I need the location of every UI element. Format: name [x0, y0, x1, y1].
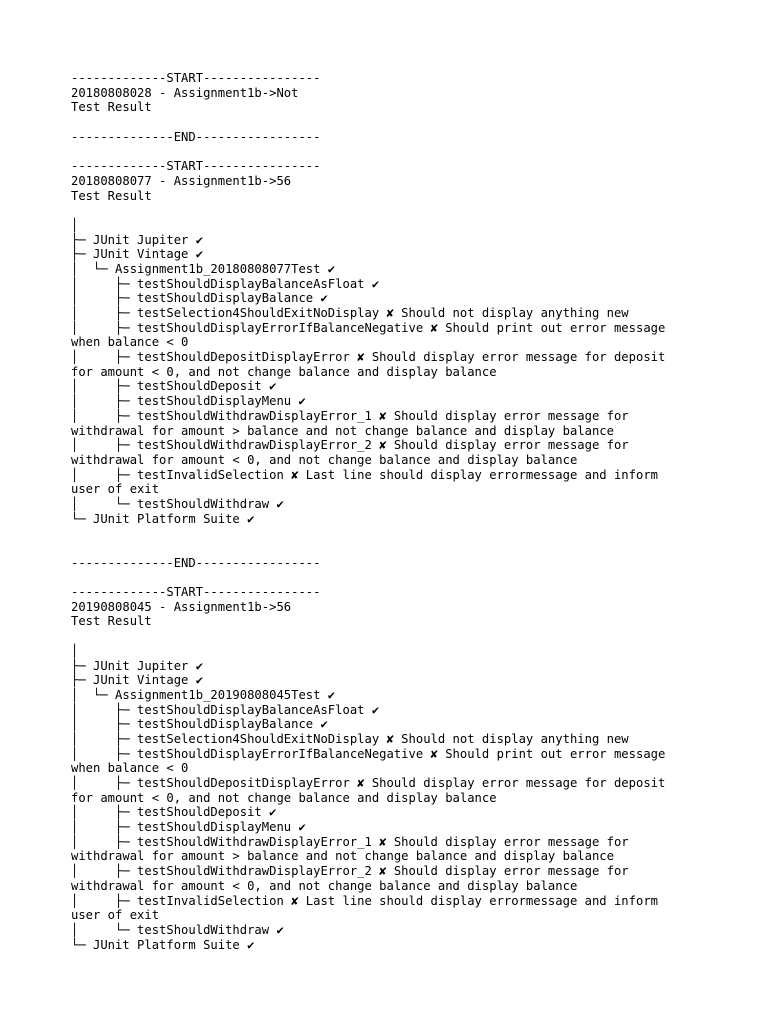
- report-line: when balance < 0: [71, 761, 189, 776]
- report-line: │ ├─ testShouldDisplayBalance ✔: [71, 291, 328, 306]
- report-line: │ └─ testShouldWithdraw ✔: [71, 922, 284, 937]
- report-line: for amount < 0, and not change balance and display balance: [71, 790, 497, 805]
- report-line: │ ├─ testInvalidSelection ✘ Last line should display errormessage and inform: [71, 893, 658, 908]
- report-line: withdrawal for amount < 0, and not change balance and display balance: [71, 452, 578, 467]
- report-line: -------------START----------------: [71, 159, 321, 174]
- report-line: [71, 541, 761, 556]
- report-line: │ ├─ testShouldDisplayBalance ✔: [71, 717, 328, 732]
- report-line: │ ├─ testShouldDisplayMenu ✔: [71, 394, 306, 409]
- report-line: ├─ JUnit Vintage ✔: [71, 247, 204, 262]
- report-line: │ ├─ testShouldDeposit ✔: [71, 379, 277, 394]
- report-line: 20180808028 - Assignment1b->Not: [71, 85, 299, 100]
- report-line: user of exit: [71, 482, 160, 497]
- report-line: ├─ JUnit Vintage ✔: [71, 673, 204, 688]
- report-line: ├─ JUnit Jupiter ✔: [71, 232, 204, 247]
- report-line: │: [71, 217, 79, 232]
- report-line: ├─ JUnit Jupiter ✔: [71, 658, 204, 673]
- report-line: │ ├─ testInvalidSelection ✘ Last line should display errormessage and inform: [71, 467, 658, 482]
- report-line: [71, 115, 761, 130]
- report-line: Test Result: [71, 614, 152, 629]
- report-line: │ └─ Assignment1b_20180808077Test ✔: [71, 261, 336, 276]
- report-line: [71, 570, 761, 585]
- report-line: --------------END-----------------: [71, 555, 321, 570]
- report-line: user of exit: [71, 908, 160, 923]
- report-line: │ ├─ testShouldDeposit ✔: [71, 805, 277, 820]
- report-line: │ ├─ testShouldWithdrawDisplayError_1 ✘ Should display error message for: [71, 834, 629, 849]
- report-line: [71, 526, 761, 541]
- report-line: [71, 144, 761, 159]
- report-line: Test Result: [71, 188, 152, 203]
- report-line: [71, 629, 761, 644]
- report-line: └─ JUnit Platform Suite ✔: [71, 937, 255, 952]
- test-report-document: [71, 71, 761, 952]
- report-line: │ ├─ testShouldDisplayMenu ✔: [71, 820, 306, 835]
- report-line: │ ├─ testSelection4ShouldExitNoDisplay ✘ Should not display anything new: [71, 306, 629, 320]
- report-line: 20180808077 - Assignment1b->56: [71, 173, 292, 188]
- report-line: --------------END-----------------: [71, 129, 321, 144]
- report-line: │ └─ testShouldWithdraw ✔: [71, 496, 284, 511]
- report-line: │ ├─ testSelection4ShouldExitNoDisplay ✘ Should not display anything new: [71, 731, 629, 746]
- report-line: │ ├─ testShouldWithdrawDisplayError_2 ✘ Should display error message for: [71, 864, 629, 879]
- report-line: for amount < 0, and not change balance and display balance: [71, 364, 497, 379]
- report-line: └─ JUnit Platform Suite ✔: [71, 511, 255, 526]
- report-line: Test Result: [71, 100, 152, 115]
- report-line: │ ├─ testShouldWithdrawDisplayError_2 ✘ Should display error message for: [71, 438, 629, 453]
- report-line: withdrawal for amount < 0, and not change balance and display balance: [71, 878, 578, 893]
- report-line: withdrawal for amount > balance and not change balance and display balance: [71, 423, 614, 438]
- report-line: -------------START----------------: [71, 585, 321, 600]
- report-line: │ ├─ testShouldDisplayErrorIfBalanceNegative ✘ Should print out error message: [71, 320, 666, 335]
- report-line: │ ├─ testShouldDepositDisplayError ✘ Should display error message for deposit: [71, 776, 666, 790]
- report-line: when balance < 0: [71, 335, 189, 350]
- report-line: withdrawal for amount > balance and not change balance and display balance: [71, 849, 614, 864]
- report-line: [71, 203, 761, 218]
- report-line: -------------START----------------: [71, 71, 321, 85]
- report-line: │: [71, 643, 79, 658]
- report-line: │ ├─ testShouldDisplayBalanceAsFloat ✔: [71, 276, 380, 291]
- report-line: │ └─ Assignment1b_20190808045Test ✔: [71, 687, 336, 702]
- report-line: 20190808045 - Assignment1b->56: [71, 599, 292, 614]
- report-line: │ ├─ testShouldWithdrawDisplayError_1 ✘ Should display error message for: [71, 408, 629, 423]
- report-line: │ ├─ testShouldDepositDisplayError ✘ Should display error message for deposit: [71, 350, 666, 365]
- report-line: │ ├─ testShouldDisplayErrorIfBalanceNegative ✘ Should print out error message: [71, 746, 666, 761]
- report-line: │ ├─ testShouldDisplayBalanceAsFloat ✔: [71, 702, 380, 717]
